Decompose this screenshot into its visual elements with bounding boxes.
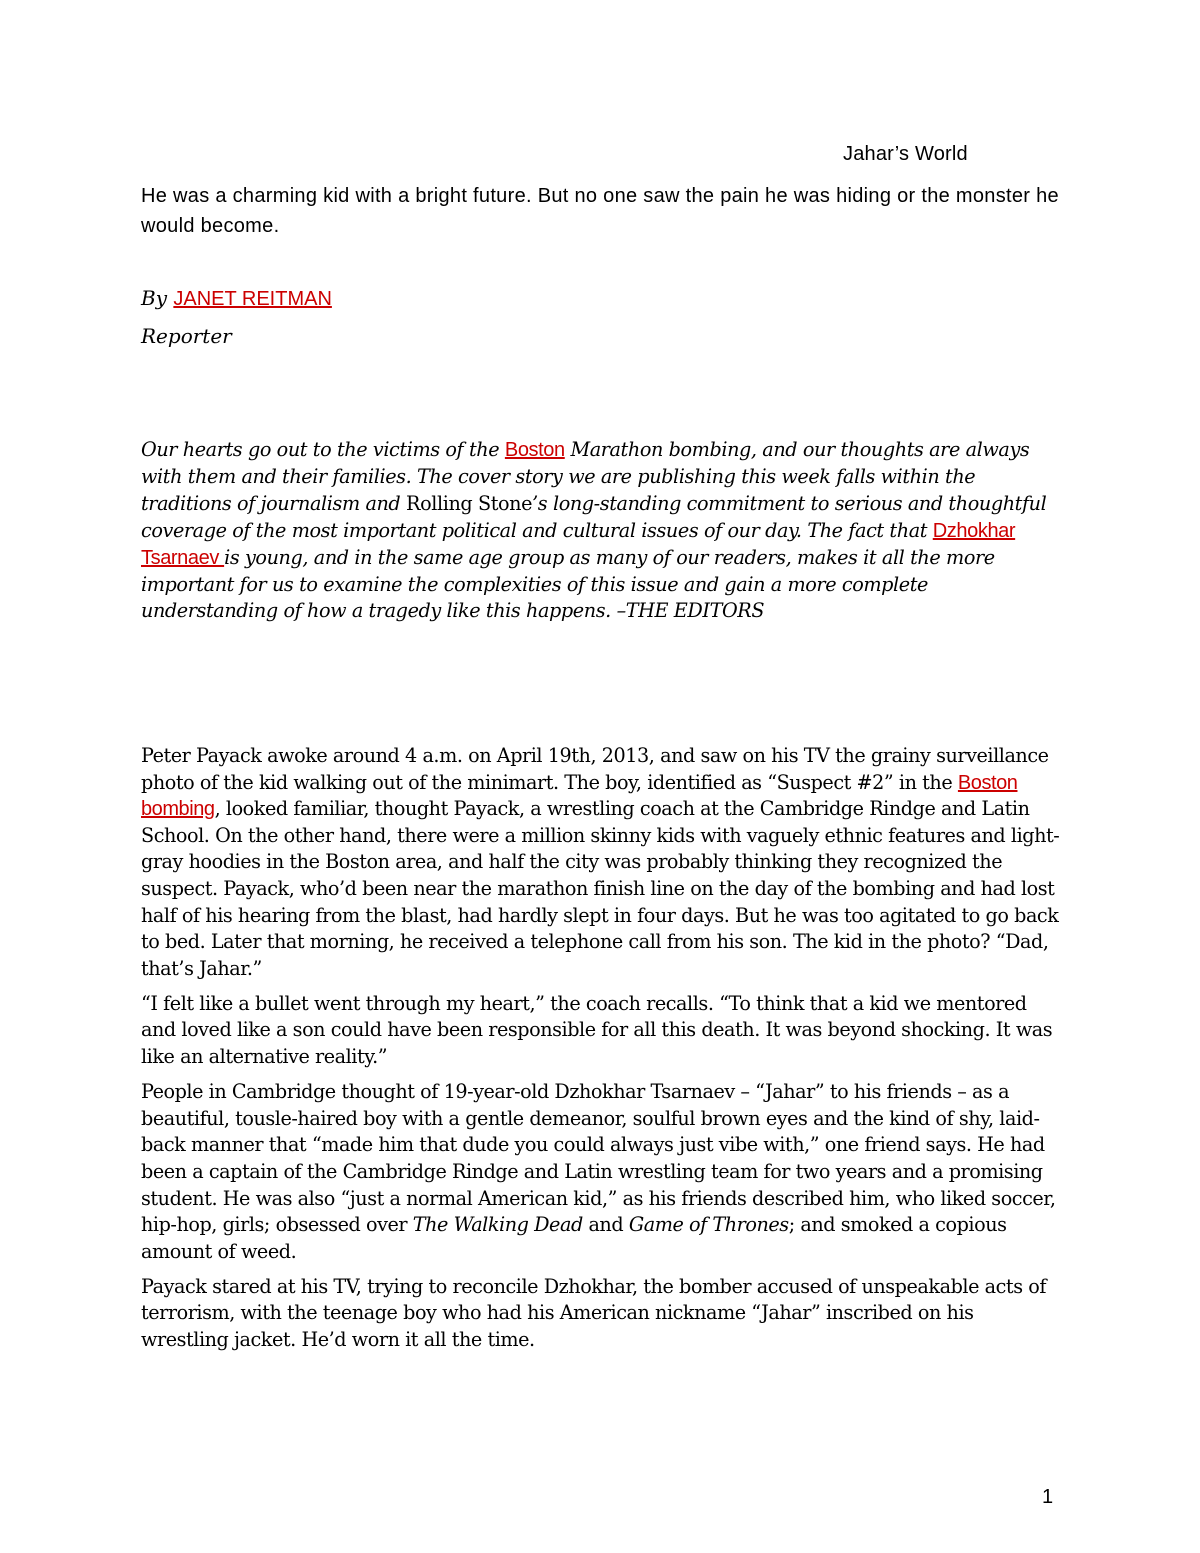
author-role: Reporter: [141, 324, 232, 348]
editors-note-text: Our hearts go out to the victims of the: [141, 438, 505, 461]
page-number: 1: [1042, 1486, 1054, 1508]
show-title: The Walking Dead: [412, 1213, 583, 1237]
author-link[interactable]: JANET REITMAN: [173, 288, 332, 310]
show-title: Game of Thrones: [628, 1213, 789, 1237]
byline: [141, 286, 332, 311]
paragraph-text: ; and smoked a copious amount of weed.: [141, 1213, 1007, 1263]
boston-bombing-link[interactable]: Boston bombing: [141, 771, 1018, 821]
publication-name: Rolling Stone: [406, 491, 533, 515]
paragraph-text: and: [582, 1213, 629, 1237]
article-title: Jahar’s World: [843, 143, 968, 165]
byline-prefix: By: [141, 286, 174, 310]
body-paragraph: [141, 743, 1066, 982]
body-paragraph: [141, 1079, 1066, 1265]
editors-note-text: Marathon bombing, and our thoughts are always with them and their families. The cover story we are publishing this week falls within the traditions of journalism and: [141, 438, 1030, 515]
dzhokhar-tsarnaev-link[interactable]: Dzhokhar Tsarnaev: [141, 519, 1016, 569]
paragraph-text: People in Cambridge thought of 19-year-old Dzhokhar Tsarnaev – “Jahar” to his friends – as a beautiful, tousle-haired boy with a gentle demeanor, soulful brown eyes and the kind of shy, laid-back manner that “made him that dude you could always just vibe with,” one friend says. He had been a captain of the Cambridge Rindge and Latin wrestling team for two years and a promising student. He was also “just a normal American kid,” as his friends described him, who liked soccer, hip-hop, girls; obsessed over: [141, 1080, 1056, 1237]
editors-note: [141, 437, 1066, 625]
paragraph-text: Peter Payack awoke around 4 a.m. on April 19th, 2013, and saw on his TV the grainy surveillance photo of the kid walking out of the minimart. The boy, identified as “Suspect #2” in the: [141, 744, 1049, 794]
editors-note-text: is young, and in the same age group as many of our readers, makes it all the more important for us to examine the complexities of this issue and gain a more complete understanding of how a tragedy like this happens. –THE EDITORS: [141, 545, 995, 623]
editors-note-text: ’s long-standing commitment to serious and thoughtful coverage of the most important political and cultural issues of our day. The fact that: [141, 491, 1047, 542]
article-body: [141, 743, 1066, 1362]
body-paragraph: “I felt like a bullet went through my heart,” the coach recalls. “To think that a kid we mentored and loved like a son could have been responsible for all this death. It was beyond shocking. It was like an alternative reality.”: [141, 991, 1053, 1069]
article-dek: He was a charming kid with a bright future. But no one saw the pain he was hiding or the monster he would become.: [141, 185, 1059, 237]
paragraph-text: , looked familiar, thought Payack, a wrestling coach at the Cambridge Rindge and Latin School. On the other hand, there were a million skinny kids with vaguely ethnic features and light-gray hoodies in the Boston area, and half the city was probably thinking they recognized the suspect. Payack, who’d been near the marathon finish line on the day of the bombing and had lost half of his hearing from the blast, had hardly slept in four days. But he was too agitated to go back to bed. Later that morning, he received a telephone call from his son. The kid in the photo? “Dad, that’s Jahar.”: [141, 797, 1060, 980]
boston-link[interactable]: Boston: [504, 439, 565, 461]
body-paragraph: Payack stared at his TV, trying to reconcile Dzhokhar, the bomber accused of unspeakable acts of terrorism, with the teenage boy who had his American nickname “Jahar” inscribed on his wrestling jacket. He’d worn it all the time.: [141, 1274, 1046, 1351]
